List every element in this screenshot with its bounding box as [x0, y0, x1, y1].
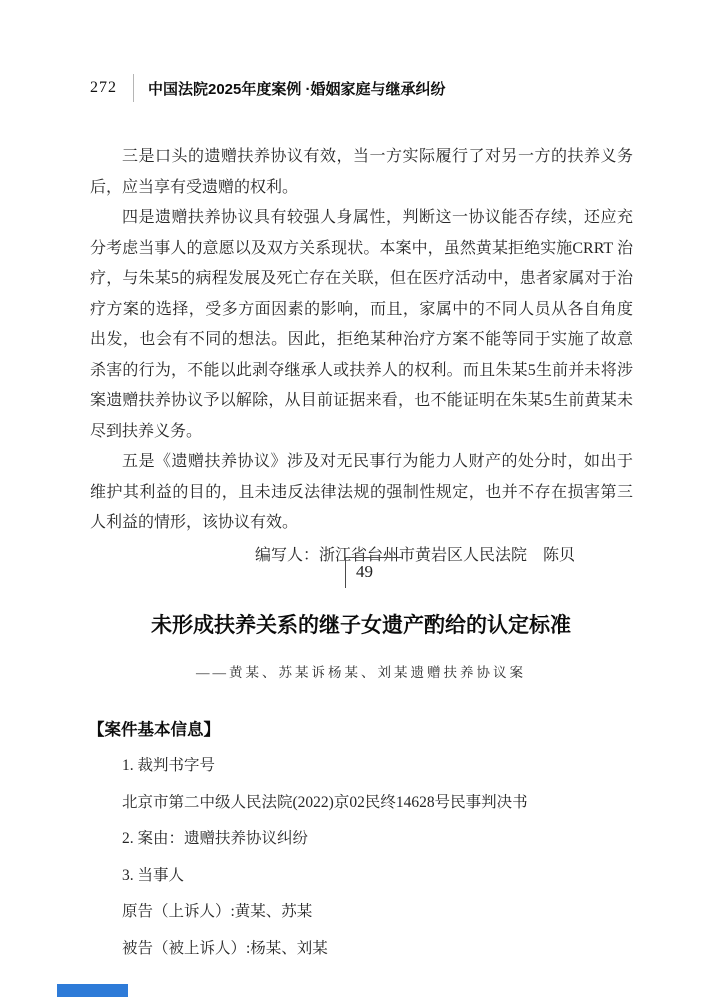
case-number-badge	[345, 557, 402, 588]
case-info-list	[122, 748, 642, 967]
header-divider	[133, 74, 134, 102]
page-header	[90, 72, 662, 104]
case-number: 49	[356, 562, 373, 581]
case-info-item: 原告（上诉人）:黄某、苏某	[122, 903, 313, 920]
paragraph: 三是口头的遗赠扶养协议有效，当一方实际履行了对另一方的扶养义务后，应当享有受遗赠的权利。	[90, 148, 633, 196]
case-info-item: 1. 裁判书字号	[122, 757, 216, 774]
author-byline: 编写人：浙江省台州市黄岩区人民法院 陈贝	[254, 546, 575, 564]
article-body	[90, 142, 633, 571]
case-info-item: 3. 当事人	[122, 866, 185, 884]
case-info-item: 北京市第二中级人民法院(2022)京02民终14628号民事判决书	[122, 793, 528, 811]
case-info-item: 2. 案由：遗赠扶养协议纠纷	[122, 830, 309, 847]
watermark-bar	[57, 984, 128, 997]
section-heading-case-info: 【案件基本信息】	[88, 721, 220, 739]
case-info-item: 被告（被上诉人）:杨某、刘某	[122, 939, 328, 957]
case-subtitle: ——黄某、苏某诉杨某、刘某遗赠扶养协议案	[196, 665, 526, 680]
page-number: 272	[90, 79, 117, 96]
paragraph: 四是遗赠扶养协议具有较强人身属性，判断这一协议能否存续，还应充分考虑当事人的意愿以及双方关系现状。本案中，虽然黄某拒绝实施CRRT 治疗，与朱某5的病程发展及死亡存在关联，但在医疗活动中，患者家属对于治疗方案的选择，受多方面因素的影响，而且，家属中的不同人员从各自角度出发，也会有不同的想法。因此，拒绝某种治疗方案不能等同于实施了故意杀害的行为，不能以此剥夺继承人或扶养人的权利。而且朱某5生前并未将涉案遗赠扶养协议予以解除，从目前证据来看，也不能证明在朱某5生前黄某未尽到扶养义务。	[90, 209, 633, 440]
case-title: 未形成扶养关系的继子女遗产酌给的认定标准	[151, 614, 571, 637]
header-book-title: 中国法院2025年度案例 ·婚姻家庭与继承纠纷	[148, 80, 446, 98]
paragraph: 五是《遗赠扶养协议》涉及对无民事行为能力人财产的处分时，如出于维护其利益的目的，且未违反法律法规的强制性规定，也并不存在损害第三人利益的情形，该协议有效。	[90, 453, 633, 531]
